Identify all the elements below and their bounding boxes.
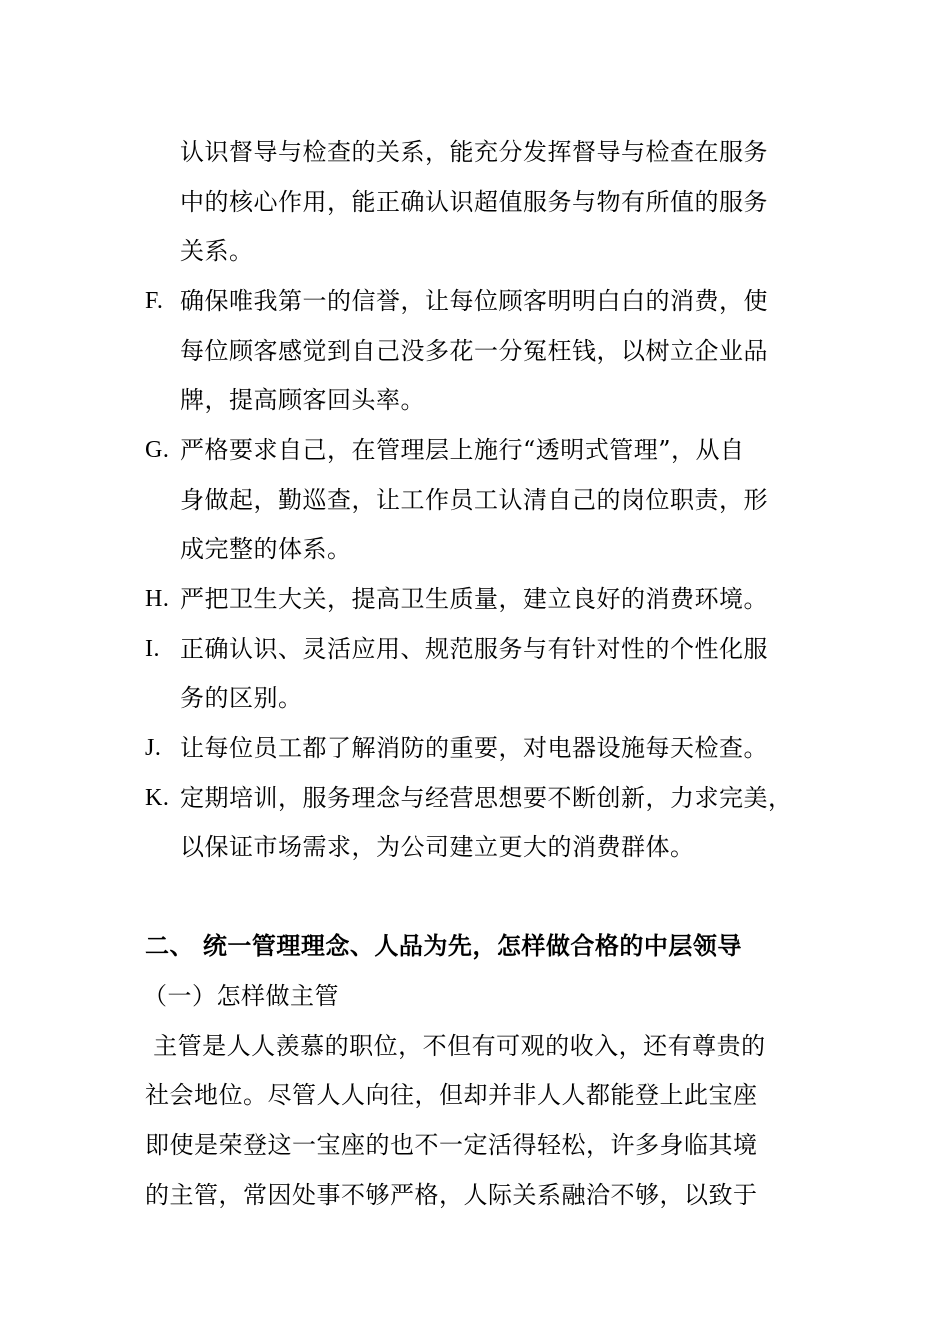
paragraph-line: 即使是荣登这一宝座的也不一定活得轻松，许多身临其境 xyxy=(145,1131,758,1159)
section-heading: 二、 统一管理理念、人品为先，怎样做合格的中层领导 xyxy=(145,931,742,960)
list-marker-j: J. xyxy=(145,735,162,761)
list-item-text-line: 确保唯我第一的信誉，让每位顾客明明白白的消费，使 xyxy=(180,287,768,315)
list-item-text-line: 严格要求自己，在管理层上施行“透明式管理”，从自 xyxy=(180,436,745,464)
list-item-text-line: 以保证市场需求，为公司建立更大的消费群体。 xyxy=(180,833,695,861)
list-item-text-line: 关系。 xyxy=(180,237,254,265)
list-item-text-line: 每位顾客感觉到自己没多花一分冤枉钱，以树立企业品 xyxy=(180,337,768,365)
list-marker-f: F. xyxy=(145,288,164,314)
list-item-text-line: 让每位员工都了解消防的重要，对电器设施每天检查。 xyxy=(180,734,768,762)
list-item-text-line: 严把卫生大关，提高卫生质量，建立良好的消费环境。 xyxy=(180,585,768,613)
list-item-text-line: 身做起，勤巡查，让工作员工认清自己的岗位职责，形 xyxy=(180,486,768,514)
list-item-text-line: 成完整的体系。 xyxy=(180,535,352,563)
paragraph-line: 社会地位。尽管人人向往，但却并非人人都能登上此宝座 xyxy=(145,1081,758,1109)
list-item-text-line: 中的核心作用，能正确认识超值服务与物有所值的服务 xyxy=(180,188,768,216)
paragraph-line: 主管是人人羡慕的职位，不但有可观的收入，还有尊贵的 xyxy=(145,1032,766,1060)
list-marker-k: K. xyxy=(145,785,170,811)
subsection-heading: （一）怎样做主管 xyxy=(143,982,339,1010)
paragraph-line: 的主管，常因处事不够严格，人际关系融洽不够，以致于 xyxy=(145,1181,758,1209)
list-item-text-line: 定期培训，服务理念与经营思想要不断创新，力求完美， xyxy=(180,784,793,812)
list-item-text-line: 务的区别。 xyxy=(180,684,303,712)
list-marker-h: H. xyxy=(145,586,170,612)
list-item-text-line: 牌，提高顾客回头率。 xyxy=(180,386,425,414)
list-marker-i: I. xyxy=(145,636,160,662)
list-item-text-line: 正确认识、灵活应用、规范服务与有针对性的个性化服 xyxy=(180,635,768,663)
list-item-text-line: 认识督导与检查的关系，能充分发挥督导与检查在服务 xyxy=(180,138,768,166)
list-marker-g: G. xyxy=(145,437,170,463)
